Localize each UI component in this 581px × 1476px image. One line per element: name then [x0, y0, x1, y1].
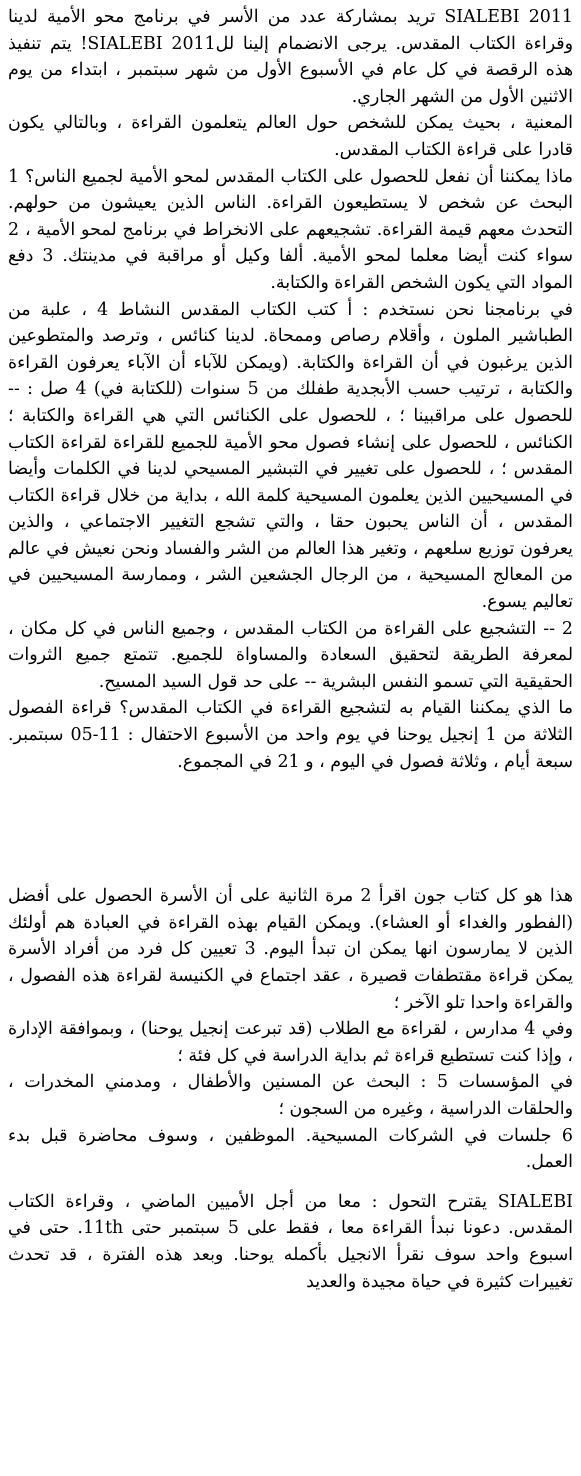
paragraph-goal: المعنية ، بحيث يمكن للشخص حول العالم يتعلمون القراءة ، وبالتالي يكون قادرا على قراءة الكتاب المقدس. [8, 113, 573, 160]
section-spacer-small [8, 1176, 573, 1189]
paragraph-what-can-we-do: ماذا يمكننا أن نفعل للحصول على الكتاب المقدس لمحو الأمية لجميع الناس؟ 1 البحث عن شخص لا يستطيعون القراءة. الناس الذين يعيشون من حولهم. التحدث معهم قيمة القراءة. تشجيعهم على الانخراط في برنامج لمحو الأمية ، 2 سواء كنت أيضا معلما لمحو الأمية. ألفا وكيل أو مراقبة في مدينتك. 3 دفع المواد التي يكون الشخص القراءة والكتابة. [8, 166, 573, 293]
paragraph-program: في برنامجنا نحن نستخدم : أ كتب الكتاب المقدس النشاط 4 ، علبة من الطباشير الملون ، وأقلام رصاص وممحاة. لدينا كنائس ، وترصد والمتطوعين الذين يرغبون في أن القراءة والكتابة. (ويمكن للآباء أن الآباء يعرفون القراءة والكتابة ، ترتيب حسب الأبجدية طفلك من 5 سنوات (للكتابة في) 4 صل : -- للحصول على مراقبينا ؛ ، للحصول على الكنائس التي هي القراءة والكتابة ؛ الكنائس ، للحصول على إنشاء فصول محو الأمية للجميع للقراءة لقراءة الكتاب المقدس ؛ ، للحصول على تغيير في التبشير المسيحي لدينا في الكلمات وأيضا في المسيحيين الذين يعلمون المسيحية كلمة الله ، بداية من خلال قراءة الكتاب المقدس ، أن الناس يحبون حقا ، والتي تشجع التغيير الاجتماعي ، والذين يعرفون توزيع سلعهم ، وتغير هذا العالم من الشر والفساد ونحن نعيش في عالم من المعالج المسيحية ، من الرجال الجشعين الشر ، وممارسة المسيحيين في تعاليم يسوع. [8, 299, 573, 613]
document-body [8, 4, 573, 1295]
paragraph-reading-plan: ما الذي يمكننا القيام به لتشجيع القراءة في الكتاب المقدس؟ قراءة الفصول الثلاثة من 1 إنجيل يوحنا في يوم واحد من الأسبوع الاحتفال : 11-05 سبتمبر. سبعة أيام ، وثلاثة فصول في اليوم ، و 21 في المجموع. [8, 698, 574, 772]
paragraph-institutions: في المؤسسات 5 : البحث عن المسنين والأطفال ، ومدمني المخدرات ، والحلقات الدراسية ، وغيره من السجون ؛ [8, 1072, 573, 1119]
paragraph-companies: 6 جلسات في الشركات المسيحية. الموظفين ، وسوف محاضرة قبل بدء العمل. [8, 1125, 573, 1173]
paragraph-proposal: SIALEBI يقترح التحول : معا من أجل الأميين الماضي ، وقراءة الكتاب المقدس. دعونا نبدأ القراءة معا ، فقط على 5 سبتمبر حتى 11th. حتى في اسبوع واحد سوف نقرأ الانجيل بأكمله يوحنا. وبعد هذه الفترة ، قد تحدث تغييرات كثيرة في حياة مجيدة والعديد [8, 1191, 574, 1292]
section-spacer [8, 775, 573, 883]
paragraph-family-reading: هذا هو كل كتاب جون اقرأ 2 مرة الثانية على أن الأسرة الحصول على أفضل (الفطور والغداء أو العشاء). ويمكن القيام بهذه القراءة في العبادة هم أولئك الذين لا يمارسون انها يمكن ان تبدأ اليوم. 3 تعيين كل فرد من أفراد الأسرة يمكن قراءة مقتطفات قصيرة ، عقد اجتماع في الكنيسة لقراءة هذه الفصول ، والقراءة واحدا تلو الآخر ؛ [8, 886, 573, 1013]
paragraph-encourage-reading: 2 -- التشجيع على القراءة من الكتاب المقدس ، وجميع الناس في كل مكان ، لمعرفة الطريقة لتحقيق السعادة والمساواة للجميع. تتمتع جميع الثروات الحقيقية التي تسمو النفس البشرية -- على حد قول السيد المسيح. [8, 618, 573, 692]
paragraph-intro: SIALEBI 2011 تريد بمشاركة عدد من الأسر في برنامج محو الأمية لدينا وقراءة الكتاب المقدس. يرجى الانضمام إلينا للSIALEBI 2011! يتم تنفيذ هذه الرقصة في كل عام في الأسبوع الأول من شهر سبتمبر ، ابتداء من يوم الاثنين الأول من الشهر الجاري. [8, 7, 573, 107]
paragraph-schools: وفي 4 مدارس ، لقراءة مع الطلاب (قد تبرعت إنجيل يوحنا) ، وبموافقة الإدارة ، وإذا كنت تستطيع قراءة ثم بداية الدراسة في كل فئة ؛ [8, 1019, 574, 1066]
